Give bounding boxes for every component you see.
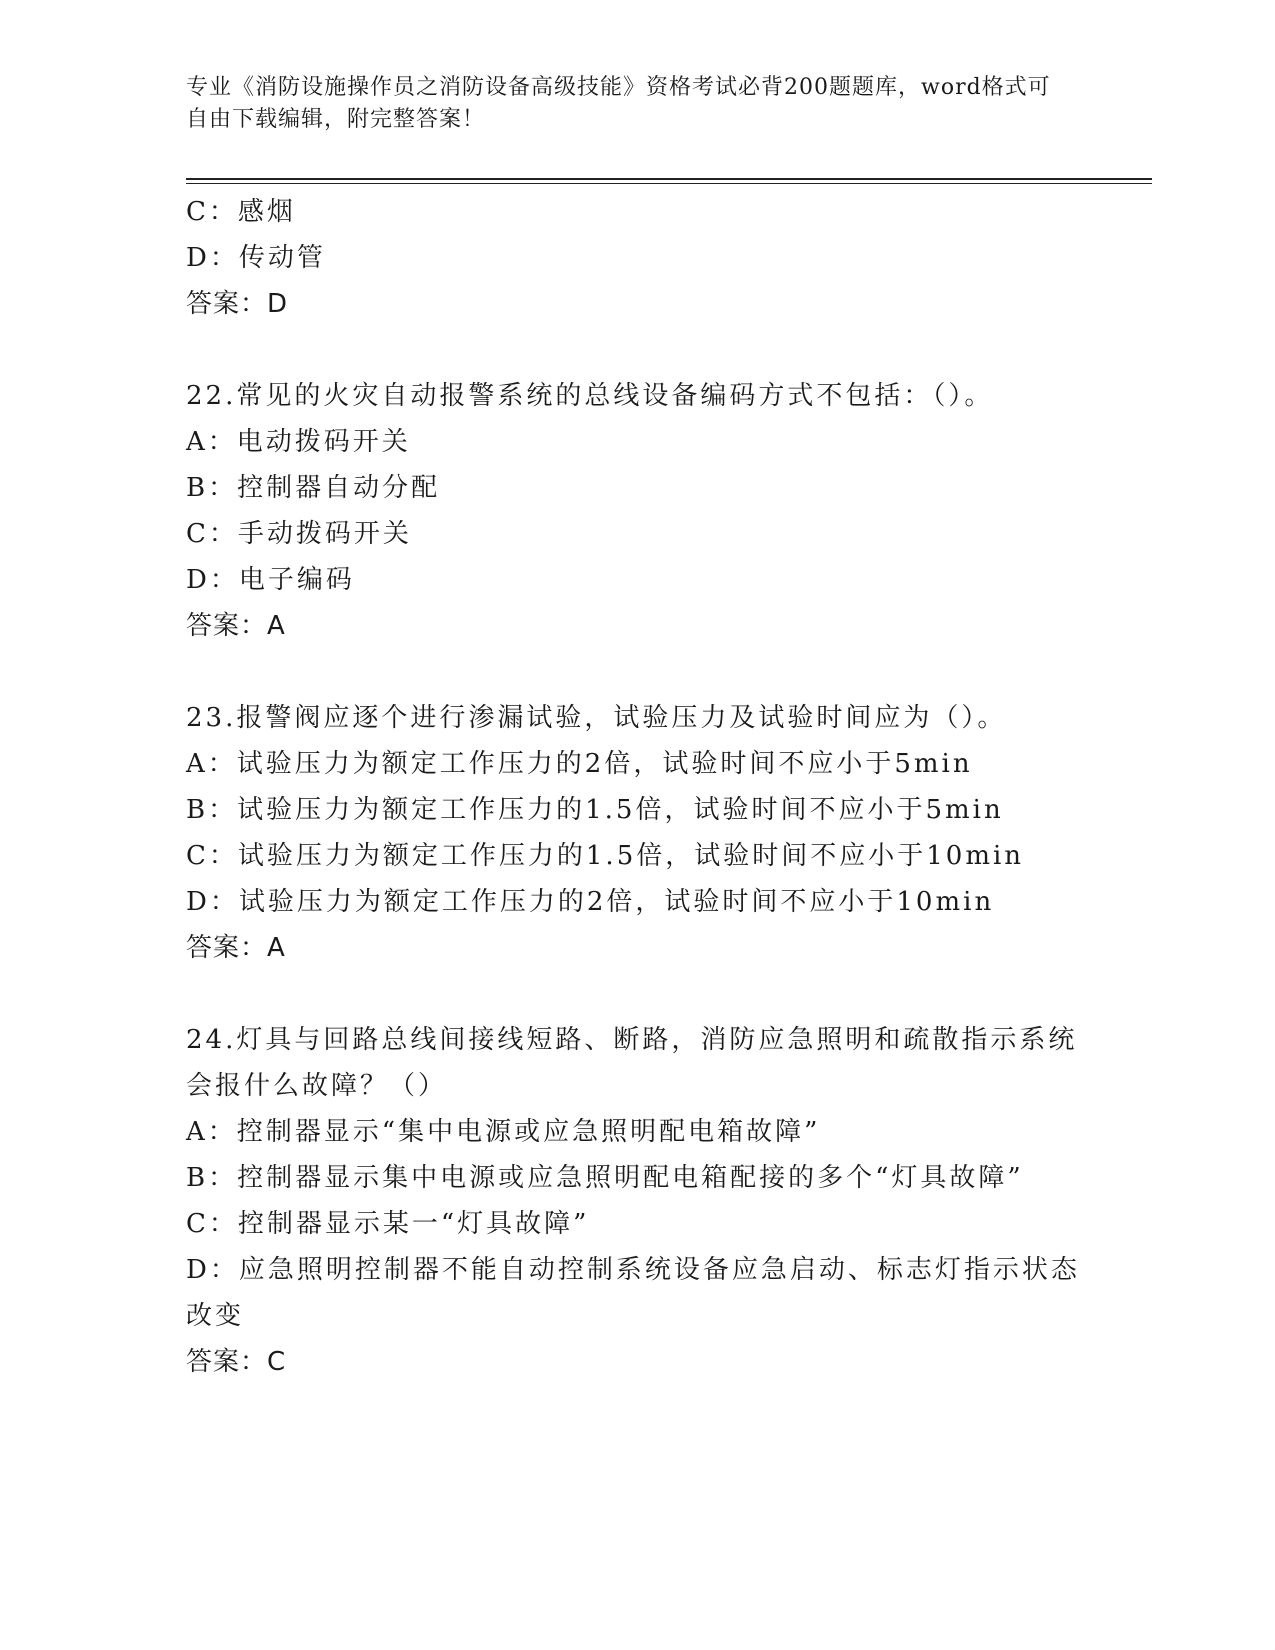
- option-b: B：试验压力为额定工作压力的1.5倍，试验时间不应小于5min: [186, 795, 1004, 825]
- question-list: [186, 189, 1086, 1385]
- option-c: C：试验压力为额定工作压力的1.5倍，试验时间不应小于10min: [186, 841, 1025, 871]
- answer-line: 答案：D: [186, 289, 289, 319]
- option-b: B：控制器自动分配: [186, 473, 441, 503]
- option-c: C：感烟: [186, 197, 296, 227]
- option-d: D：试验压力为额定工作压力的2倍，试验时间不应小于10min: [186, 887, 995, 917]
- answer-line: 答案：C: [186, 1347, 287, 1377]
- question-stem: 24.灯具与回路总线间接线短路、断路，消防应急照明和疏散指示系统会报什么故障？（）: [186, 1025, 1078, 1101]
- option-d: D：电子编码: [186, 565, 355, 595]
- answer-line: 答案：A: [186, 611, 286, 641]
- option-c: C：手动拨码开关: [186, 519, 412, 549]
- header-rule-thin: [186, 183, 1152, 184]
- option-d: D：应急照明控制器不能自动控制系统设备应急启动、标志灯指示状态改变: [186, 1255, 1080, 1331]
- option-a: A：试验压力为额定工作压力的2倍，试验时间不应小于5min: [186, 749, 973, 779]
- question-block-24: [186, 1017, 1086, 1385]
- question-stem: 23.报警阀应逐个进行渗漏试验，试验压力及试验时间应为（）。: [186, 703, 1007, 733]
- header-rule-thick: [186, 178, 1152, 180]
- option-d: D：传动管: [186, 243, 326, 273]
- question-block-22: [186, 373, 1086, 649]
- answer-line: 答案：A: [186, 933, 286, 963]
- option-b: B：控制器显示集中电源或应急照明配电箱配接的多个“灯具故障”: [186, 1163, 1024, 1193]
- option-c: C：控制器显示某一“灯具故障”: [186, 1209, 590, 1239]
- document-header: 专业《消防设施操作员之消防设备高级技能》资格考试必背200题题库，word格式可自由下载编辑，附完整答案！: [186, 75, 1051, 132]
- option-a: A：控制器显示“集中电源或应急照明配电箱故障”: [186, 1117, 821, 1147]
- question-stem: 22.常见的火灾自动报警系统的总线设备编码方式不包括：（）。: [186, 381, 994, 411]
- option-a: A：电动拨码开关: [186, 427, 411, 457]
- question-block-23: [186, 695, 1086, 971]
- question-block-21: [186, 189, 1086, 327]
